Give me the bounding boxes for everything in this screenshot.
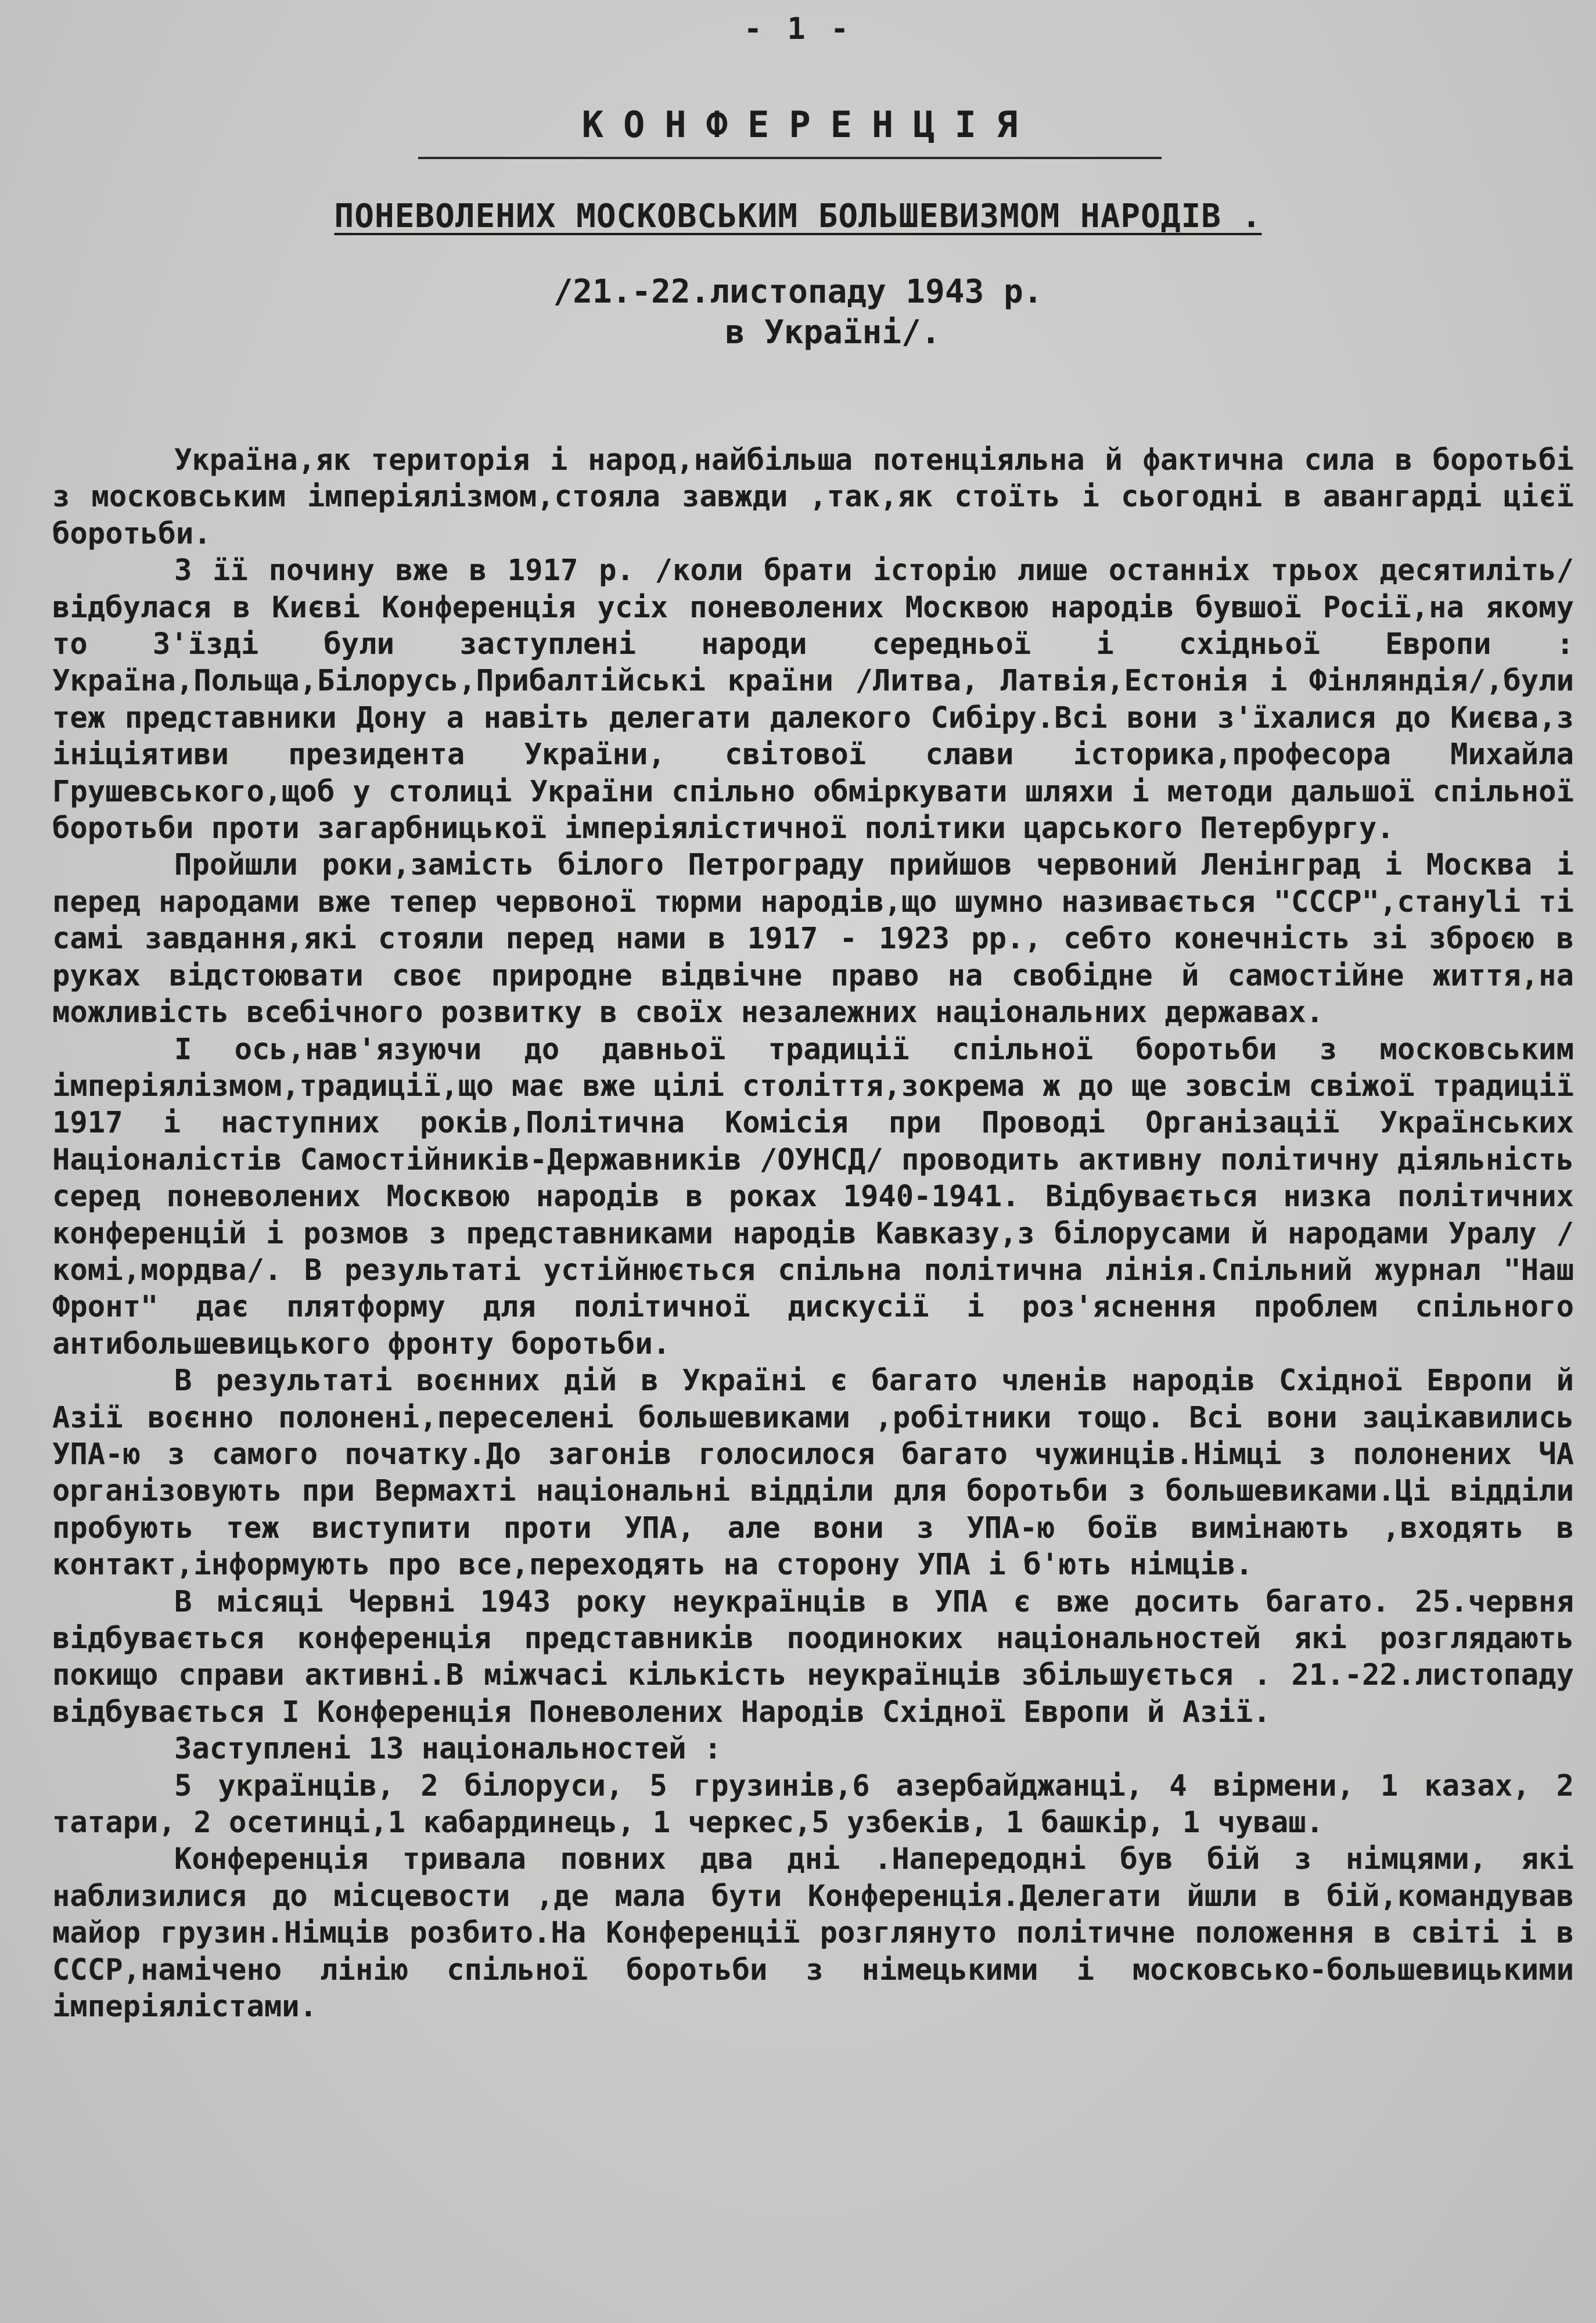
paragraph: Пройшли роки,замість білого Петрограду прийшов червоний Ленінград і Москва і перед народами вже тепер червоної тюрми народів,що шумно називається "СССР",стануli ті самі завдання,які стояли перед нами в 1917 - 1923 рр., себто конечність зі зброєю в руках відстоювати своє природне відвічне право на свобідне й самостійне життя,на можливість всебічного розвитку в своїх незалежних національних державах. [52, 847, 1574, 1030]
paragraph: 5 українців, 2 білоруси, 5 грузинів,6 азербайджанці, 4 вірмени, 1 казах, 2 татари, 2 осетинці,1 кабардинець, 1 черкес,5 узбеків, 1 башкір, 1 чуваш. [52, 1768, 1574, 1840]
paragraph: І ось,нав'язуючи до давньої традиції спільної боротьби з московським імперіялізмом,традиції,що має вже цілі століття,зокрема ж до ще зовсім свіжої традиції 1917 і наступних років,Політична Комісія при Проводі Організації Українських Націоналістів Самостійників-Державників /ОУНСД/ проводить активну політичну діяльність серед поневолених Москвою народів в роках 1940-1941. Відбувається низка політичних конференцій і розмов з представниками народів Кавказу,з білорусами й народами Уралу /комі,мордва/. В результаті устійнюється спільна політична лінія.Спільний журнал "Наш Фронт" дає плятформу для політичної дискусії і роз'яснення проблем спільного антибольшевицького фронту боротьби. [52, 1031, 1574, 1361]
paragraph: В місяці Червні 1943 року неукраїнців в УПА є вже досить багато. 25.червня відбувається конференція представників поодиноких національностей які розглядають покищо справи активні.В міжчасі кількість неукраїнців збільшується . 21.-22.листопаду відбувається І Конференція Поневолених Народів Східної Европи й Азії. [52, 1584, 1574, 1729]
document-title: КОНФЕРЕНЦІЯ [581, 103, 1038, 146]
paragraph: Конференція тривала повних два дні .Напередодні був бій з німцями, які наблизилися до місцевости ,де мала бути Конференція.Делегати йшли в бій,командував майор грузин.Німців розбито.На Конференції розглянуто політичне положення в світі і в СССР,намічено лінію спільної боротьби з німецькими і московсько-большевицькими імперіялістами. [52, 1842, 1574, 2024]
document-subtitle [0, 197, 1596, 235]
title-underline [418, 157, 1162, 159]
page-number: - 1 - [743, 12, 853, 46]
date-line: /21.-22.листопаду 1943 р. [553, 273, 1043, 311]
place-line: в Україні/. [725, 314, 941, 351]
subtitle-text: ПОНЕВОЛЕНИХ МОСКОВСЬКИМ БОЛЬШЕВИЗМОМ НАРОДІВ . [334, 197, 1262, 235]
paragraph: Заступлені 13 національностей : [174, 1731, 722, 1766]
paragraph: Україна,як територія і народ,найбільша потенціяльна й фактична сила в боротьбі з московським імперіялізмом,стояла завжди ,так,як стоїть і сьогодні в авангарді цієї боротьби. [52, 443, 1574, 551]
paragraph: З її почину вже в 1917 р. /коли брати історію лише останніх трьох десятиліть/ відбулася в Києві Конференція усіх поневолених Москвою народів бувшої Росії,на якому то З'їзді були заступлені народи середньої і східньої Европи : Україна,Польща,Білорусь,Прибалтійські країни /Литва, Латвія,Естонія і Фінляндія/,були теж представники Дону а навіть делегати далекого Сибіру.Всі вони з'їхалися до Києва,з ініціятиви президента України, світової слави історика,професора Михайла Грушевського,щоб у столиці України спільно обміркувати шляхи і методи дальшої спільної боротьби проти загарбницької імперіялістичної політики царського Петербургу. [52, 553, 1574, 846]
body-text [52, 441, 1574, 2024]
paragraph: В результаті воєнних дій в Україні є багато членів народів Східної Европи й Азії воєнно полонені,переселені большевиками ,робітники тощо. Всі вони зацікавились УПА-ю з самого початку.До загонів голосилося багато чужинців.Німці з полонених ЧА організовують при Вермахті національні відділи для боротьби з большевиками.Ці відділи пробують теж виступити проти УПА, але вони з УПА-ю боїв вимінають ,входять в контакт,інформують про все,переходять на сторону УПА і б'ють німців. [52, 1363, 1574, 1582]
